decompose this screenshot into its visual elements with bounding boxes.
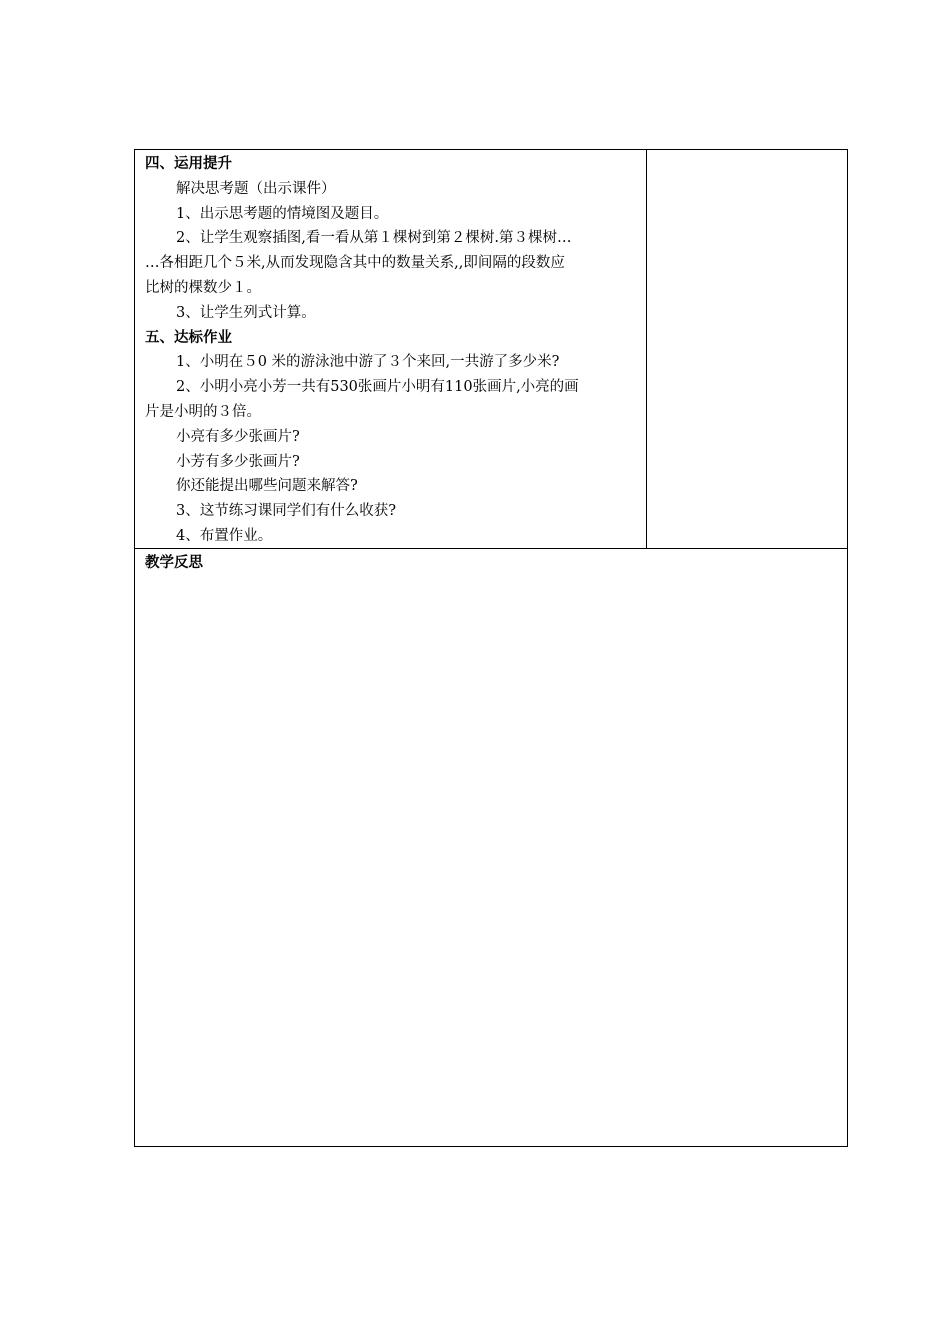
text-line: 你还能提出哪些问题来解答?	[176, 478, 358, 495]
text-line: 小芳有多少张画片?	[176, 453, 300, 470]
lesson-row	[135, 150, 847, 549]
lesson-content-cell	[135, 150, 647, 548]
text-line: 2、让学生观察插图,看一看从第１棵树到第２棵树.第３棵树…	[176, 230, 572, 247]
text-line: 比树的棵数少１。	[145, 279, 261, 296]
lesson-table	[134, 149, 848, 1147]
text-line: 片是小明的３倍。	[145, 403, 261, 420]
text-line: 4、布置作业。	[176, 527, 273, 544]
section-heading-homework: 五、达标作业	[145, 329, 232, 346]
text-line: 3、这节练习课同学们有什么收获?	[176, 503, 396, 520]
text-line: 1、小明在５0 米的游泳池中游了３个来回,一共游了多少米?	[176, 354, 560, 371]
reflection-cell	[135, 549, 847, 1146]
text-line: 1、出示思考题的情境图及题目。	[176, 205, 389, 222]
text-line: 小亮有多少张画片?	[176, 428, 300, 445]
reflection-heading: 教学反思	[145, 555, 203, 571]
section-heading-apply: 四、运用提升	[145, 156, 232, 172]
text-line: 2、小明小亮小芳一共有530张画片小明有110张画片,小亮的画	[176, 379, 579, 396]
text-line: …各相距几个５米,从而发现隐含其中的数量关系,,即间隔的段数应	[145, 255, 565, 272]
text-line: 3、让学生列式计算。	[176, 304, 316, 321]
text-line: 解决思考题（出示课件）	[176, 180, 336, 197]
notes-cell	[647, 150, 847, 548]
